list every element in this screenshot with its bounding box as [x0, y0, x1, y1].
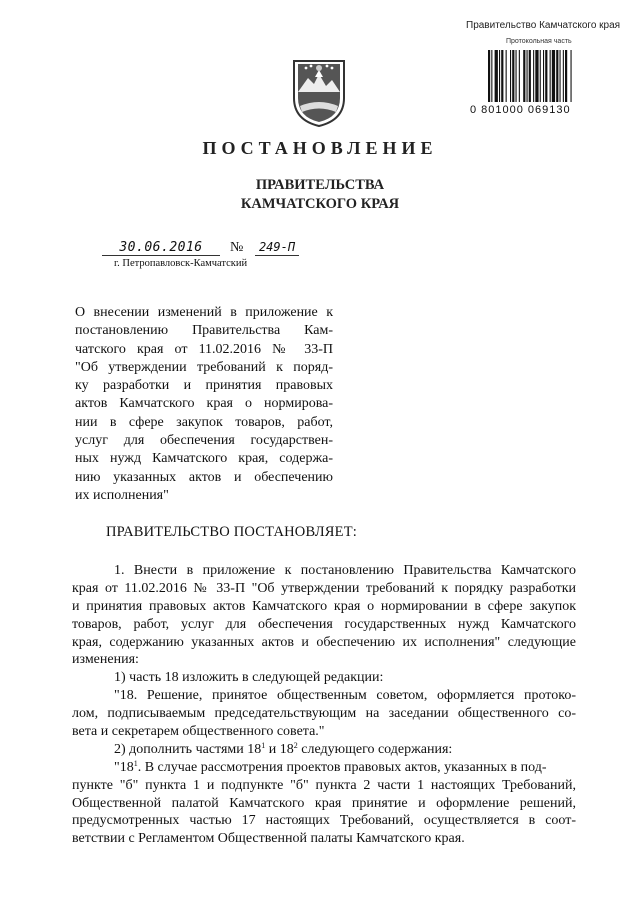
coat-of-arms-icon	[290, 58, 348, 128]
subject-line: их исполнения"	[75, 487, 169, 503]
body-text: . В случае рассмотрения проектов правовых актов, указанных в под-	[137, 759, 547, 775]
document-body	[72, 562, 576, 848]
body-line: 1) часть 18 изложить в следующей редакции:	[114, 670, 384, 686]
body-line: предусмотренных частью 17 настоящих Требований, осуществляется в соот-	[72, 813, 576, 829]
barcode	[486, 50, 606, 102]
body-line: товаров, работ, услуг для обеспечения государственных нужд Камчатского	[72, 616, 576, 632]
subject-line: постановлению Правительства Кам-	[75, 323, 333, 339]
body-line: и принятия правовых актов Камчатского края о нормировании в сфере закупок	[72, 598, 576, 614]
number-sign: №	[230, 240, 244, 255]
barcode-number: 0 801000 069130	[470, 104, 571, 116]
body-text: и 18	[265, 741, 294, 757]
subject-line: "Об утверждении требований к поряд-	[75, 359, 333, 375]
decree-phrase: ПРАВИТЕЛЬСТВО ПОСТАНОВЛЯЕТ:	[106, 524, 358, 540]
body-line: вета и секретарем общественного совета."	[72, 724, 325, 740]
body-line: ветствии с Регламентом Общественной палаты Камчатского края.	[72, 831, 465, 847]
document-subject	[75, 304, 333, 505]
body-line: Общественной палатой Камчатского края принятие и оформление решений,	[72, 795, 576, 811]
body-line: края, содержанию указанных актов и обеспечению их исполнения" следующие	[72, 634, 576, 650]
body-line: "18. Решение, принятое общественным советом, оформляется протоко-	[114, 688, 576, 704]
issuing-authority	[0, 176, 640, 214]
body-line	[72, 759, 576, 777]
superscript: 1	[261, 740, 266, 750]
body-line: 1. Внести в приложение к постановлению Правительства Камчатского	[114, 563, 576, 578]
date-number-line	[80, 240, 340, 270]
stamp-section: Протокольная часть	[506, 38, 572, 45]
document-title: ПОСТАНОВЛЕНИЕ	[202, 138, 438, 158]
document-date: 30.06.2016	[102, 240, 220, 256]
body-line	[72, 741, 576, 759]
body-text: следующего содержания:	[297, 741, 453, 757]
body-line: пункте "б" пункта 1 и подпункте "б" пункта 2 части 1 настоящих Требований,	[72, 777, 576, 793]
body-line: изменения:	[72, 652, 139, 668]
subject-line: ку разработки и принятия правовых	[75, 378, 333, 394]
subject-line: нии в сфере закупок товаров, работ,	[75, 414, 333, 430]
subject-line: услуг для обеспечения государствен-	[75, 433, 333, 449]
authority-line-1: ПРАВИТЕЛЬСТВА	[255, 177, 385, 193]
subject-line: актов Камчатского края о нормирова-	[75, 396, 333, 412]
subject-line: чатского края от 11.02.2016 № 33-П	[75, 341, 333, 357]
authority-line-2: КАМЧАТСКОГО КРАЯ	[240, 196, 400, 212]
body-line: края от 11.02.2016 № 33-П "Об утверждении требований к порядку разработки	[72, 580, 576, 596]
subject-line: ных нужд Камчатского края, содержа-	[75, 451, 333, 467]
body-line: лом, подписываемым председательствующим на заседании общественного со-	[72, 706, 576, 722]
superscript: 1	[133, 758, 138, 768]
body-text: "18	[114, 759, 134, 775]
stamp-organization: Правительство Камчатского края	[466, 20, 621, 31]
document-number: 249-П	[255, 240, 299, 256]
subject-line: О внесении изменений в приложение к	[75, 305, 333, 320]
superscript: 2	[293, 740, 298, 750]
body-text: 2) дополнить частями 18	[114, 741, 262, 757]
issue-place: г. Петропавловск-Камчатский	[114, 258, 248, 269]
subject-line: нию указанных актов и обеспечению	[75, 469, 333, 485]
